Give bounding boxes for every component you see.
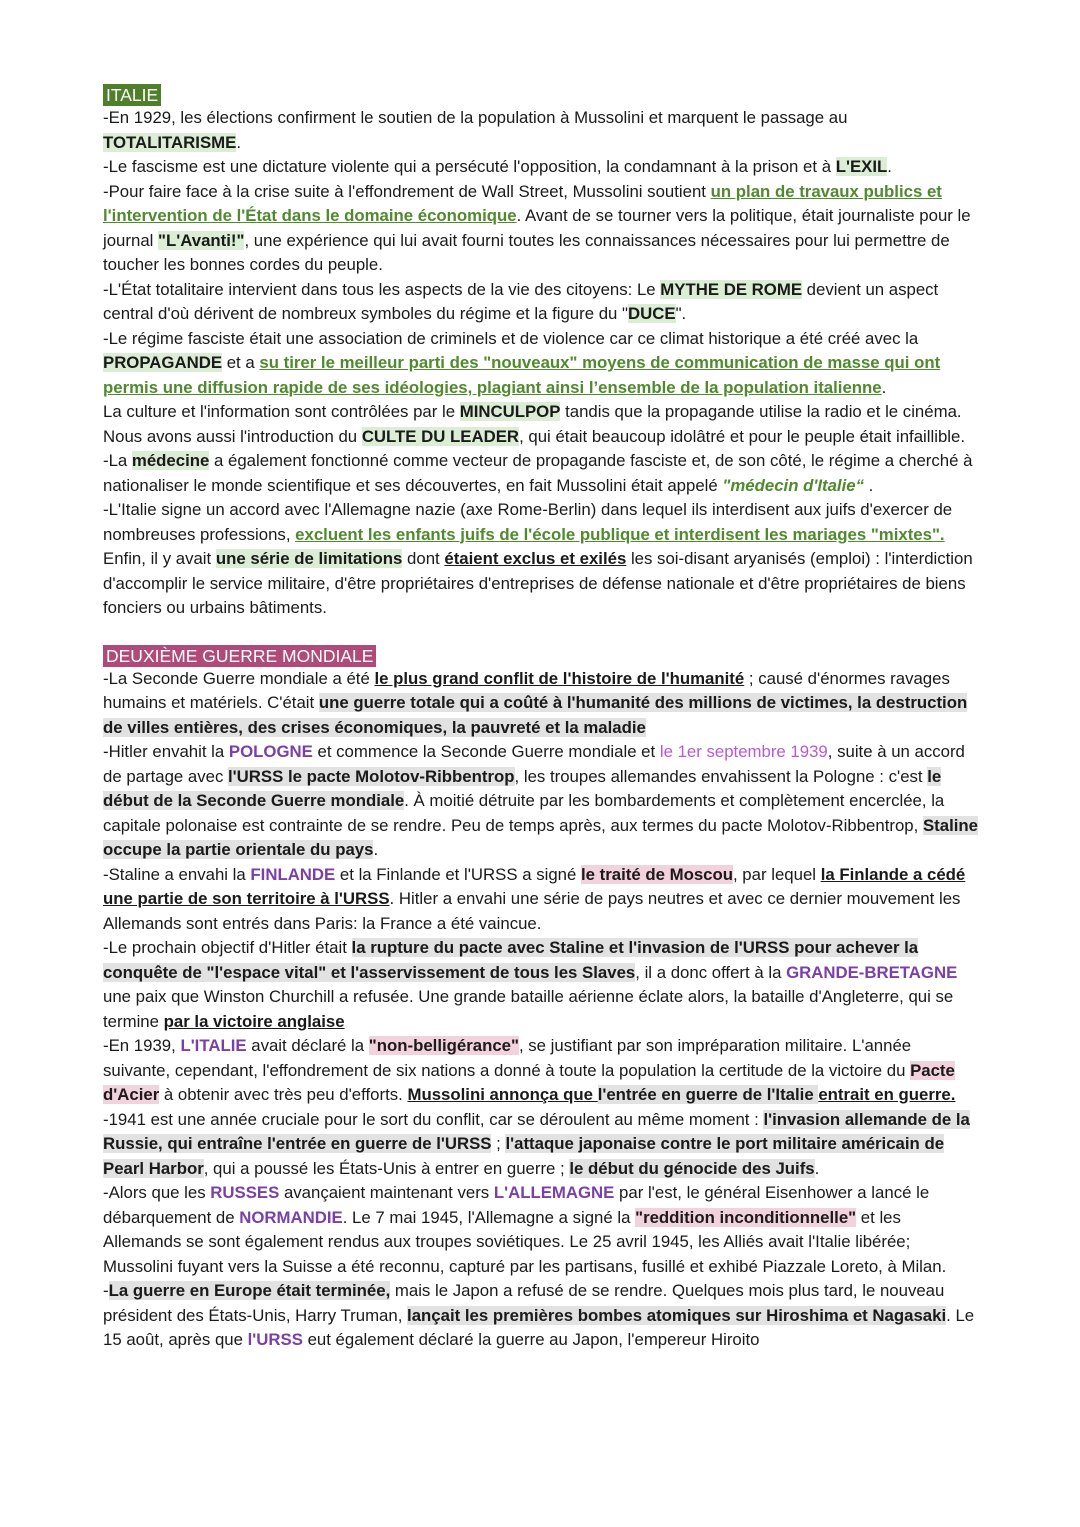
paragraph	[103, 740, 980, 863]
highlighted-text: TOTALITARISME	[103, 132, 237, 152]
section-ww2	[103, 645, 980, 1353]
highlighted-text: par la victoire anglaise	[163, 1011, 345, 1031]
highlighted-text: l'attaque japonaise contre le port militaire américain de Pearl Harbor	[103, 1134, 945, 1178]
highlighted-text: la Finlande a cédé une partie de son territoire à l'URSS	[103, 864, 966, 908]
section-spacer	[103, 621, 980, 645]
text-run: eut également déclaré la guerre au Japon, l'empereur Hiroito	[302, 1330, 760, 1349]
highlighted-text: NORMANDIE	[239, 1207, 343, 1227]
text-run: -Le fascisme est une dictature violente qui a persécuté l'opposition, la condamnant à la prison et à	[103, 157, 836, 176]
text-run: -1941 est une année cruciale pour le sort du conflit, car se déroulent au même moment :	[103, 1109, 764, 1129]
highlighted-text: l'URSS	[247, 1330, 303, 1349]
highlighted-text: Staline occupe la partie orientale du pays	[103, 815, 978, 859]
text-run: -Le prochain objectif d'Hitler était	[103, 938, 352, 957]
text-run: -Pour faire face à la crise suite à l'effondrement de Wall Street, Mussolini soutient	[103, 181, 711, 201]
highlighted-text: GRANDE-BRETAGNE	[786, 962, 958, 982]
paragraph	[103, 449, 980, 498]
text-run: .	[863, 475, 874, 495]
text-run: a également fonctionné comme vecteur de propagande fasciste et, de son côté, le régime a cherché à nationaliser le monde scientifique et ses découvertes, en fait Mussolini était appelé	[103, 451, 973, 495]
section-italie	[103, 84, 980, 621]
highlighted-text: DUCE	[628, 304, 676, 323]
text-run: Enfin, il y avait	[103, 549, 216, 568]
highlighted-text: MINCULPOP	[459, 402, 561, 421]
section-title-italie: ITALIE	[103, 84, 161, 106]
text-run: . Avant de se tourner vers la politique, était journaliste pour le journal	[103, 206, 971, 250]
text-run: . Le 15 août, après que	[103, 1305, 975, 1349]
text-run: ".	[675, 304, 687, 323]
section-title-ww2: DEUXIÈME GUERRE MONDIALE	[103, 645, 376, 667]
paragraph	[103, 1181, 980, 1279]
text-run: -	[103, 1281, 109, 1300]
paragraph	[103, 180, 980, 278]
highlighted-text: médecine	[131, 451, 210, 470]
highlighted-text: PROPAGANDE	[103, 353, 223, 372]
text-run: et a	[222, 353, 260, 372]
text-run: , qui a poussé les États-Unis à entrer en guerre ;	[203, 1158, 570, 1178]
highlighted-text: le plus grand conflit de l'histoire de l'humanité	[374, 668, 745, 688]
highlighted-text: L'ITALIE	[180, 1036, 247, 1055]
text-run: .	[887, 157, 892, 176]
text-run: -Alors que les	[103, 1183, 211, 1202]
highlighted-text: étaient exclus et exilés	[444, 549, 627, 568]
highlighted-text: le début du génocide des Juifs	[569, 1158, 815, 1178]
paragraph	[103, 863, 980, 937]
text-run: .	[881, 377, 887, 397]
text-run: , par lequel	[732, 864, 821, 884]
highlighted-text: CULTE DU LEADER	[361, 426, 520, 446]
highlighted-text: L'EXIL	[835, 157, 888, 176]
text-run: tandis que la propagande utilise la radio et le cinéma. Nous avons aussi l'introduction du	[103, 402, 962, 446]
text-run: -L'État totalitaire intervient dans tous les aspects de la vie des citoyens: Le	[103, 279, 661, 299]
text-run: , qui était beaucoup idolâtré et pour le peuple était infaillible.	[519, 426, 966, 446]
paragraph	[103, 1034, 980, 1108]
highlighted-text: Mussolini annonça que	[407, 1085, 598, 1104]
text-run: et la Finlande et l'URSS a signé	[335, 864, 581, 884]
text-run: dont	[402, 549, 445, 568]
highlighted-text: l'entrée en guerre de l'Italie	[597, 1085, 819, 1104]
highlighted-text: excluent les enfants juifs de l'école publique et interdisent les mariages "mixtes".	[295, 524, 945, 544]
highlighted-text: La guerre en Europe était terminée,	[108, 1281, 391, 1300]
text-run: et commence la Seconde Guerre mondiale et	[312, 742, 660, 761]
text-run: -En 1929, les élections confirment le soutien de la population à Mussolini et marquent le passage au	[103, 108, 848, 127]
highlighted-text: su tirer le meilleur parti des "nouveaux" moyens de communication de masse qui ont permis une diffusion rapide de ses idéologies, plagiant ainsi l’ensemble de la population italienne	[103, 353, 941, 397]
highlighted-text: lançait les premières bombes atomiques sur Hiroshima et Nagasaki	[407, 1305, 947, 1325]
text-run: -Staline a envahi la	[103, 864, 251, 884]
highlighted-text: une série de limitations	[215, 549, 403, 568]
text-run: .	[373, 840, 379, 859]
highlighted-text: "non-belligérance"	[368, 1036, 519, 1055]
text-run: -Le régime fasciste était une association de criminels et de violence car ce climat historique a été créé avec la	[103, 328, 919, 348]
text-run: , les troupes allemandes envahissent la Pologne : c'est	[514, 766, 928, 786]
text-run: , se justifiant par son impréparation militaire. L'année suivante, cependant, l'effondrement de six nations a donné à toute la population la certitude de la victoire du	[103, 1036, 912, 1080]
text-run: -La	[103, 451, 132, 470]
text-run: à obtenir avec très peu d'efforts.	[159, 1085, 408, 1104]
highlighted-text: POLOGNE	[228, 742, 313, 761]
text-run: . Hitler a envahi une série de pays neutres et avec ce dernier mouvement les Allemands sont entrés dans Paris: la France a été vaincue.	[103, 889, 961, 933]
highlighted-text: MYTHE DE ROME	[660, 279, 803, 299]
text-run: par l'est, le général Eisenhower a lancé le débarquement de	[103, 1183, 930, 1227]
paragraph	[103, 327, 980, 401]
highlighted-text: entrait en guerre.	[818, 1085, 956, 1104]
highlighted-text: la rupture du pacte avec Staline et l'invasion de l'URSS pour achever la conquête de "l'espace vital" et l'asservissement de tous les Slaves	[103, 938, 919, 982]
text-run: avait déclaré la	[246, 1036, 369, 1055]
text-run: . À moitié détruite par les bombardements et complètement encerclée, la capitale polonaise est contrainte de se rendre. Peu de temps après, aux termes du pacte Molotov-Ribbentrop,	[103, 791, 945, 835]
text-run: -Hitler envahit la	[103, 742, 229, 761]
highlighted-text: FINLANDE	[250, 864, 336, 884]
text-run: les soi-disant aryanisés (emploi) : l'interdiction d'accomplir le service militaire, d'être propriétaires d'entreprises de défense nationale et d'être propriétaires de biens fonciers ou urbains bâtiments.	[103, 549, 973, 617]
text-run: mais le Japon a refusé de se rendre. Quelques mois plus tard, le nouveau président des États-Unis, Harry Truman,	[103, 1281, 945, 1325]
text-run: -L'Italie signe un accord avec l'Allemagne nazie (axe Rome-Berlin) dans lequel ils interdisent aux juifs d'exercer de nombreuses professions,	[103, 500, 953, 544]
text-run: ;	[491, 1134, 506, 1153]
text-run: , suite à un accord de partage avec	[103, 742, 965, 786]
highlighted-text: L'ALLEMAGNE	[493, 1183, 615, 1202]
highlighted-text: une guerre totale qui a coûté à l'humanité des millions de victimes, la destruction de villes entières, des crises économiques, la pauvreté et la maladie	[103, 693, 968, 737]
text-run: avançaient maintenant vers	[279, 1183, 494, 1202]
highlighted-text: un plan de travaux publics et l'intervention de l'État dans le domaine économique	[103, 181, 942, 225]
paragraph	[103, 155, 980, 180]
highlighted-text: "L'Avanti!"	[158, 230, 245, 250]
text-run: -En 1939,	[103, 1036, 181, 1055]
paragraph-list-italie	[103, 106, 980, 621]
highlighted-text: RUSSES	[210, 1183, 280, 1202]
highlighted-text: le début de la Seconde Guerre mondiale	[103, 766, 942, 810]
text-run: . Le 7 mai 1945, l'Allemagne a signé la	[342, 1207, 636, 1227]
text-run: devient un aspect central d'où dérivent de nombreux symboles du régime et la figure du "	[103, 279, 939, 323]
paragraph	[103, 1279, 980, 1353]
text-run: une paix que Winston Churchill a refusée. Une grande bataille aérienne éclate alors, la bataille d'Angleterre, qui se termine	[103, 987, 954, 1031]
text-run: , il a donc offert à la	[635, 962, 787, 982]
paragraph	[103, 498, 980, 621]
text-run: , une expérience qui lui avait fourni toutes les connaissances nécessaires pour lui permettre de toucher les bonnes cordes du peuple.	[103, 230, 950, 274]
text-run: ; causé d'énormes ravages humains et matériels. C'était	[103, 668, 950, 712]
highlighted-text: l'URSS le pacte Molotov-Ribbentrop	[228, 766, 515, 786]
paragraph	[103, 667, 980, 741]
highlighted-text: "reddition inconditionnelle"	[635, 1207, 857, 1227]
highlighted-text: le traité de Moscou	[580, 864, 733, 884]
paragraph	[103, 400, 980, 449]
text-run: .	[814, 1158, 820, 1178]
text-run: La culture et l'information sont contrôlées par le	[103, 402, 460, 421]
highlighted-text: Pacte d'Acier	[103, 1060, 955, 1104]
highlighted-text: le 1er septembre 1939	[659, 742, 828, 761]
highlighted-text: "médecin d'Italie“	[722, 475, 864, 495]
text-run: -La Seconde Guerre mondiale a été	[103, 668, 375, 688]
paragraph	[103, 106, 980, 155]
text-run: .	[236, 132, 241, 152]
paragraph	[103, 1108, 980, 1182]
highlighted-text: l'invasion allemande de la Russie, qui entraîne l'entrée en guerre de l'URSS	[103, 1109, 970, 1153]
paragraph-list-ww2	[103, 667, 980, 1353]
text-run: et les Allemands se sont également rendus aux troupes soviétiques. Le 25 avril 1945, les Alliés avait l'Italie libérée; Mussolini fuyant vers la Suisse a été reconnu, capturé par les partisans, fusillé et exhibé Piazzale Loreto, à Milan.	[103, 1207, 947, 1276]
paragraph	[103, 278, 980, 327]
paragraph	[103, 936, 980, 1034]
